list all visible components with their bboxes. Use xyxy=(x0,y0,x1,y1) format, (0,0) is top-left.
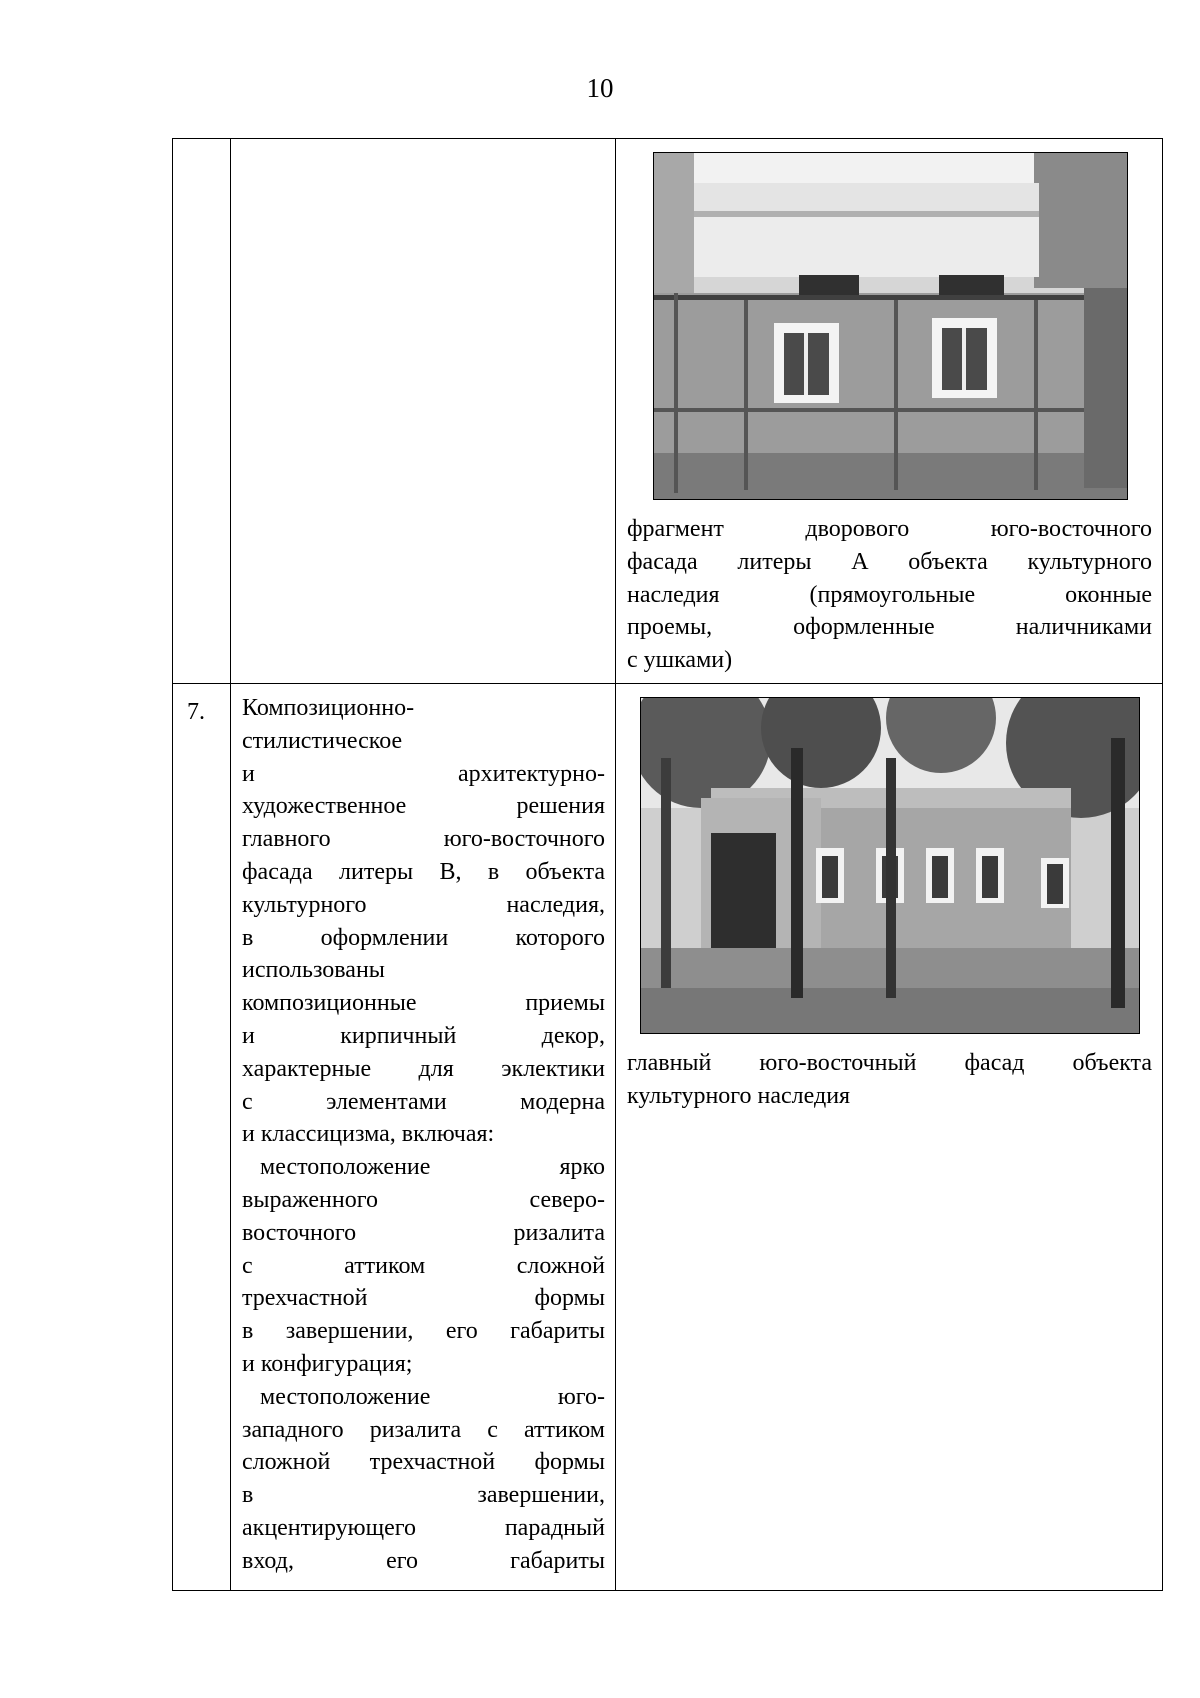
photo-cell xyxy=(616,139,1163,684)
main-facade-photo xyxy=(640,697,1140,1034)
caption-line: с ушками) xyxy=(627,647,733,674)
description-line: использованы xyxy=(242,957,385,984)
description-line: художественное решения xyxy=(242,793,605,820)
description-line: в завершении, xyxy=(242,1482,605,1509)
description-line: стилистическое xyxy=(242,727,403,754)
description-text xyxy=(231,684,615,1578)
description-cell xyxy=(231,684,616,1591)
row-number: 7. xyxy=(187,699,205,725)
caption-line: наследия (прямоугольные оконные xyxy=(627,581,1152,608)
description-line: главного юго-восточного xyxy=(242,826,605,853)
description-line: местоположение юго- xyxy=(260,1383,605,1410)
description-line: и конфигурация; xyxy=(242,1350,413,1377)
table-row xyxy=(173,139,1163,684)
row-number-cell xyxy=(173,684,231,1591)
description-line: сложной трехчастной формы xyxy=(242,1449,605,1476)
description-line: культурного наследия, xyxy=(242,891,605,918)
description-line: восточного ризалита xyxy=(242,1219,605,1246)
caption-line: культурного наследия xyxy=(627,1082,851,1109)
description-line: и классицизма, включая: xyxy=(242,1121,495,1148)
description-line: характерные для эклектики xyxy=(242,1055,605,1082)
caption-line: фасада литеры А объекта культурного xyxy=(627,548,1152,575)
description-line: в оформлении которого xyxy=(242,924,605,951)
page-number: 10 xyxy=(586,73,614,103)
description-line: западного ризалита с аттиком xyxy=(242,1416,605,1443)
description-line: с аттиком сложной xyxy=(242,1252,605,1279)
caption-line: проемы, оформленные наличниками xyxy=(627,614,1152,641)
heritage-table xyxy=(172,138,1163,1591)
description-line: вход, его габариты xyxy=(242,1547,605,1574)
courtyard-facade-photo xyxy=(653,152,1128,500)
description-line: местоположение ярко xyxy=(260,1154,605,1181)
row-number-cell xyxy=(173,139,231,684)
description-line: композиционные приемы xyxy=(242,990,605,1017)
description-line: с элементами модерна xyxy=(242,1088,605,1115)
description-line: акцентирующего парадный xyxy=(242,1514,605,1541)
description-line: и архитектурно- xyxy=(242,760,605,787)
description-line: выраженного северо- xyxy=(242,1186,605,1213)
description-line: фасада литеры В, в объекта xyxy=(242,858,605,885)
photo-cell xyxy=(616,684,1163,1591)
caption-line: фрагмент дворового юго-восточного xyxy=(627,516,1152,542)
table-row xyxy=(173,684,1163,1591)
description-cell xyxy=(231,139,616,684)
description-line: и кирпичный декор, xyxy=(242,1022,605,1049)
description-line: Композиционно- xyxy=(242,695,415,721)
description-line: в завершении, его габариты xyxy=(242,1318,605,1345)
caption-line: главный юго-восточный фасад объекта xyxy=(627,1050,1152,1076)
description-line: трехчастной формы xyxy=(242,1285,605,1312)
